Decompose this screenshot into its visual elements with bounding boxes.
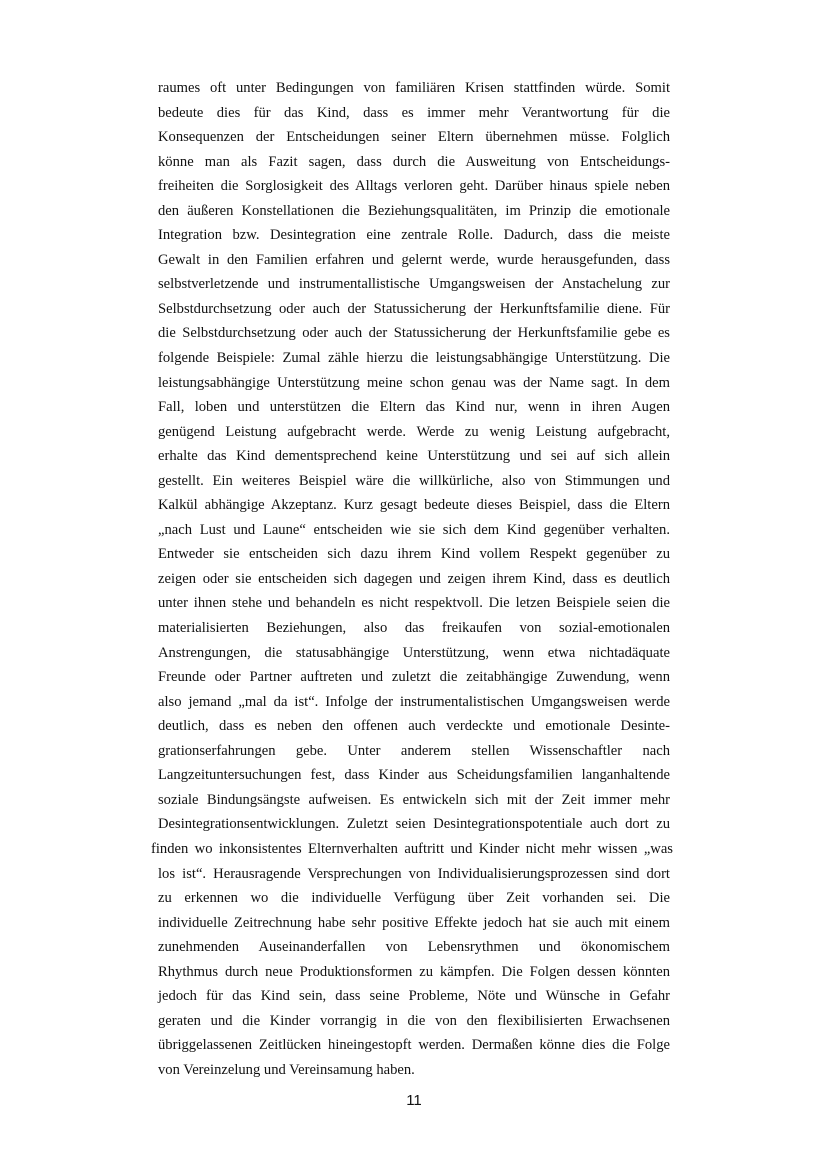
text-line: bedeute dies für das Kind, dass es immer mehr Verantwortung für die	[158, 104, 670, 121]
text-line: materialisierten Beziehungen, also das freikaufen von sozial-emotionalen	[158, 620, 670, 637]
text-line: Entweder sie entscheiden sich dazu ihrem Kind vollem Respekt gegenüber zu	[158, 546, 670, 563]
text-line: selbstverletzende und instrumentallistische Umgangsweisen der Anstachelung zur	[158, 276, 670, 293]
text-line: raumes oft unter Bedingungen von familiären Krisen stattfinden würde. Somit	[158, 80, 670, 96]
text-line: den äußeren Konstellationen die Beziehungsqualitäten, im Prinzip die emotionale	[158, 202, 670, 219]
text-line: genügend Leistung aufgebracht werde. Werde zu wenig Leistung aufgebracht,	[158, 423, 670, 440]
text-line: zu erkennen wo die individuelle Verfügung über Zeit vorhanden sei. Die	[158, 890, 670, 907]
text-line: leistungsabhängige Unterstützung meine schon genau was der Name sagt. In dem	[158, 374, 670, 391]
text-line: gestellt. Ein weiteres Beispiel wäre die willkürliche, also von Stimmungen und	[158, 472, 670, 489]
text-line: los ist“. Herausragende Versprechungen von Individualisierungsprozessen sind dort	[158, 865, 670, 882]
text-line: zunehmenden Auseinanderfallen von Lebensrythmen und ökonomischem	[158, 939, 670, 956]
text-line: individuelle Zeitrechnung habe sehr positive Effekte jedoch hat sie auch mit einem	[158, 914, 670, 931]
text-line: Gewalt in den Familien erfahren und gelernt werde, wurde herausgefunden, dass	[158, 251, 670, 268]
text-line: geraten und die Kinder vorrangig in die von den flexibilisierten Erwachsenen	[158, 1012, 670, 1029]
body-text	[151, 76, 673, 1082]
text-line: Desintegrationsentwicklungen. Zuletzt seien Desintegrationspotentiale auch dort zu	[158, 816, 670, 833]
text-line: folgende Beispiele: Zumal zähle hierzu die leistungsabhängige Unterstützung. Die	[158, 350, 670, 367]
text-line: Konsequenzen der Entscheidungen seiner Eltern übernehmen müsse. Folglich	[158, 129, 670, 146]
text-line: unter ihnen stehe und behandeln es nicht respektvoll. Die letzen Beispiele seien die	[158, 595, 670, 612]
text-line: Langzeituntersuchungen fest, dass Kinder aus Scheidungsfamilien langanhaltende	[158, 767, 670, 784]
page-number: 11	[406, 1092, 422, 1109]
text-line: die Selbstdurchsetzung oder auch der Statussicherung der Herkunftsfamilie gebe es	[158, 325, 670, 342]
text-line: finden wo inkonsistentes Elternverhalten auftritt und Kinder nicht mehr wissen „was	[151, 840, 673, 857]
text-line: Rhythmus durch neue Produktionsformen zu kämpfen. Die Folgen dessen könnten	[158, 963, 670, 980]
text-line: von Vereinzelung und Vereinsamung haben.	[158, 1061, 415, 1078]
text-line: übriggelassenen Zeitlücken hineingestopft werden. Dermaßen könne dies die Folge	[158, 1037, 670, 1054]
text-line: Kalkül abhängige Akzeptanz. Kurz gesagt bedeute dieses Beispiel, dass die Eltern	[158, 497, 670, 514]
text-line: freiheiten die Sorglosigkeit des Alltags verloren geht. Darüber hinaus spiele neben	[158, 178, 670, 195]
text-line: Freunde oder Partner auftreten und zuletzt die zeitabhängige Zuwendung, wenn	[158, 669, 670, 686]
text-line: zeigen oder sie entscheiden sich dagegen und zeigen ihrem Kind, dass es deutlich	[158, 570, 670, 587]
text-line: jedoch für das Kind sein, dass seine Probleme, Nöte und Wünsche in Gefahr	[158, 988, 670, 1005]
text-line: Integration bzw. Desintegration eine zentrale Rolle. Dadurch, dass die meiste	[158, 227, 670, 244]
text-line: erhalte das Kind dementsprechend keine Unterstützung und sei auf sich allein	[158, 448, 670, 465]
text-line: Anstrengungen, die statusabhängige Unterstützung, wenn etwa nichtadäquate	[158, 644, 670, 661]
text-line: „nach Lust und Laune“ entscheiden wie sie sich dem Kind gegenüber verhalten.	[158, 521, 670, 538]
text-line: könne man als Fazit sagen, dass durch die Ausweitung von Entscheidungs-	[158, 153, 670, 170]
text-line: deutlich, dass es neben den offenen auch verdeckte und emotionale Desinte-	[158, 718, 670, 735]
text-line: grationserfahrungen gebe. Unter anderem stellen Wissenschaftler nach	[158, 742, 670, 759]
text-line: also jemand „mal da ist“. Infolge der instrumentalistischen Umgangsweisen werde	[158, 693, 670, 710]
text-line: Fall, loben und unterstützen die Eltern das Kind nur, wenn in ihren Augen	[158, 399, 670, 416]
text-line: Selbstdurchsetzung oder auch der Statussicherung der Herkunftsfamilie diene. Für	[158, 300, 670, 317]
text-line: soziale Bindungsängste aufweisen. Es entwickeln sich mit der Zeit immer mehr	[158, 791, 670, 808]
